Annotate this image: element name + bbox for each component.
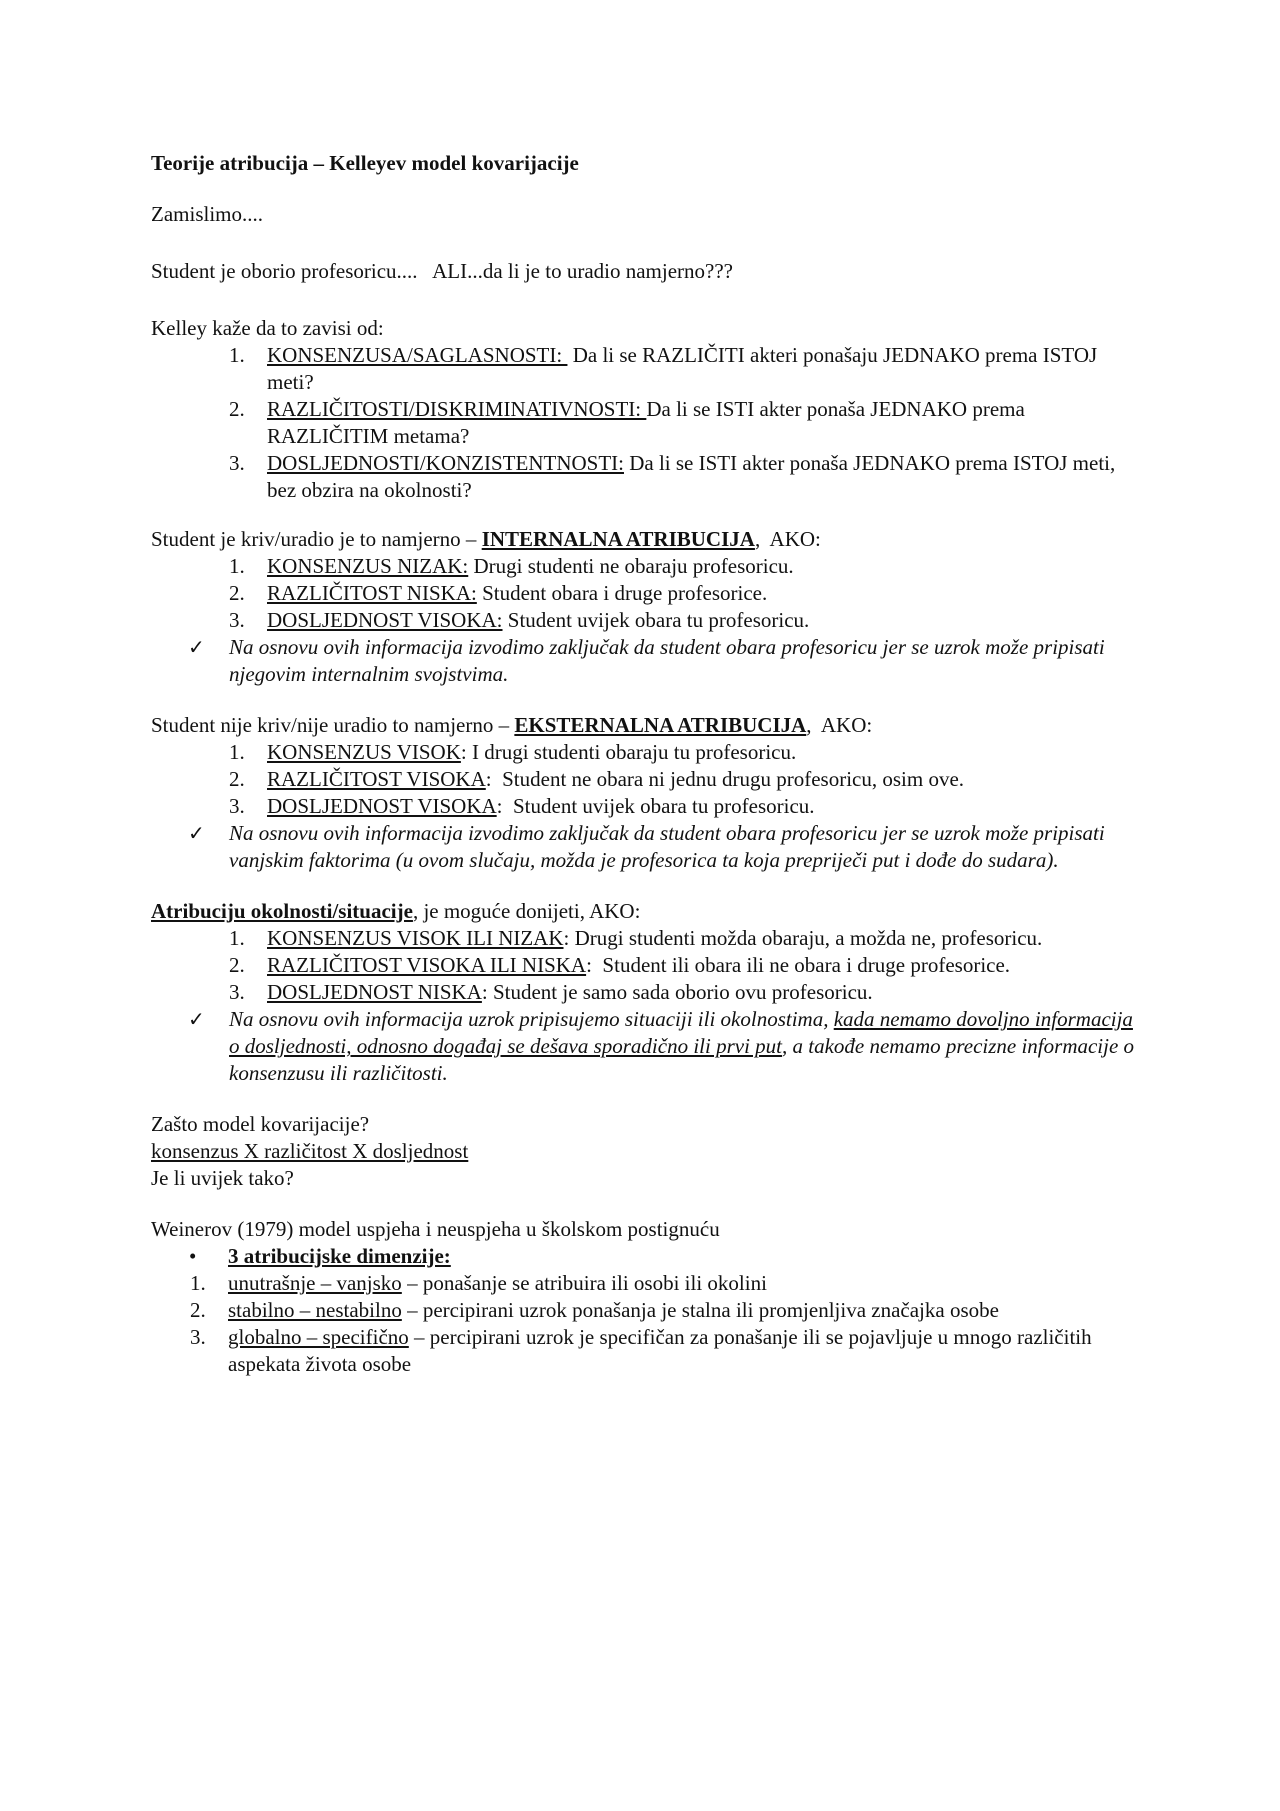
conclusion-text: Na osnovu ovih informacija izvodimo zaključak da student obara profesoricu jer se uzrok može pripisati vanjskim faktorima (u ovom slučaju, možda je profesorica ta koja prepriječi put i dođe do sudara).: [229, 821, 1105, 872]
list-item: [151, 580, 1141, 607]
list-item: [151, 925, 1141, 952]
internal-conclusion: [151, 634, 1141, 688]
item-number: 2.: [229, 953, 245, 977]
item-number: 2.: [190, 1298, 206, 1322]
item-number: 3.: [229, 608, 245, 632]
weiner-dimensions-heading: [151, 1243, 1141, 1270]
external-conclusion: [151, 820, 1141, 874]
list-item: [151, 342, 1141, 396]
item-number: 2.: [229, 767, 245, 791]
item-text: Da li se RAZLIČITI akteri ponašaju JEDNAKO prema ISTOJ meti?: [267, 343, 1098, 394]
item-term: globalno – specifično: [228, 1325, 409, 1349]
item-text: Drugi studenti ne obaraju profesoricu.: [468, 554, 794, 578]
kelley-list: [151, 342, 1141, 504]
internal-list: [151, 553, 1141, 634]
item-text: Da li se ISTI akter ponaša JEDNAKO prema ISTOJ meti, bez obzira na okolnosti?: [267, 451, 1116, 502]
item-term: KONSENZUS VISOK ILI NIZAK: [267, 926, 564, 950]
why-question: Zašto model kovarijacije?: [151, 1112, 370, 1136]
internal-attribution-term: INTERNALNA ATRIBUCIJA: [481, 527, 755, 551]
conclusion-text: Na osnovu ovih informacija izvodimo zaključak da student obara profesoricu jer se uzrok može pripisati njegovim internalnim svojstvima.: [229, 635, 1105, 686]
item-number: 3.: [229, 451, 245, 475]
scenario-part-b: ALI...da li je to uradio namjerno???: [432, 259, 734, 283]
external-attribution-term: EKSTERNALNA ATRIBUCIJA: [514, 713, 807, 737]
kelley-lead: Kelley kaže da to zavisi od:: [151, 316, 384, 340]
list-item: [151, 1270, 1141, 1297]
item-number: 3.: [229, 794, 245, 818]
list-item: [151, 553, 1141, 580]
item-number: 2.: [229, 397, 245, 421]
situation-conclusion: [151, 1006, 1141, 1087]
item-text: : Student ne obara ni jednu drugu profesoricu, osim ove.: [485, 767, 965, 791]
item-number: 1.: [229, 554, 245, 578]
item-text: : Student ili obara ili ne obara i druge profesorice.: [586, 953, 1011, 977]
item-term: RAZLIČITOST VISOKA ILI NISKA: [267, 953, 587, 977]
heading-text: 3 atribucijske dimenzije:: [228, 1244, 451, 1268]
lead-text: , je moguće donijeti, AKO:: [412, 899, 641, 923]
list-item: [151, 739, 1141, 766]
internal-lead: [151, 526, 1141, 553]
item-term: unutrašnje – vanjsko: [228, 1271, 402, 1295]
item-term: RAZLIČITOST NISKA:: [267, 581, 477, 605]
list-item: [151, 793, 1141, 820]
item-text: Student obara i druge profesorice.: [476, 581, 768, 605]
scenario-part-a: Student je oborio profesoricu....: [151, 259, 433, 283]
intro-scenario: [151, 258, 1141, 285]
item-text: – percipirani uzrok ponašanja je stalna ili promjenljiva značajka osobe: [401, 1298, 999, 1322]
list-item: [151, 766, 1141, 793]
item-text: Da li se ISTI akter ponaša JEDNAKO prema RAZLIČITIM metama?: [267, 397, 1025, 448]
item-text: – percipirani uzrok je specifičan za ponašanje ili se pojavljuje u mnogo različitih aspekata života osobe: [228, 1325, 1092, 1376]
checkmark-icon: ✓: [188, 635, 205, 659]
intro-imagine: Zamislimo....: [151, 202, 263, 226]
lead-text: Student je kriv/uradio je to namjerno –: [151, 527, 482, 551]
list-item: [151, 450, 1141, 504]
item-term: KONSENZUS NIZAK:: [267, 554, 469, 578]
lead-text: Student nije kriv/nije uradio to namjerno –: [151, 713, 515, 737]
item-term: DOSLJEDNOST VISOKA: [267, 794, 497, 818]
list-item: [151, 607, 1141, 634]
item-term: stabilno – nestabilno: [228, 1298, 402, 1322]
weiner-lead: Weinerov (1979) model uspjeha i neuspjeha u školskom postignuću: [151, 1217, 720, 1241]
item-text: : Student uvijek obara tu profesoricu.: [496, 794, 815, 818]
situation-attribution-term: Atribuciju okolnosti/situacije: [151, 899, 413, 923]
list-item: [151, 396, 1141, 450]
list-item: [151, 1324, 1141, 1378]
document-title: Teorije atribucija – Kelleyev model kovarijacije: [151, 151, 579, 175]
external-list: [151, 739, 1141, 820]
item-term: DOSLJEDNOSTI/KONZISTENTNOSTI:: [267, 451, 624, 475]
external-lead: [151, 712, 1141, 739]
situation-list: [151, 925, 1141, 1006]
situation-lead: [151, 898, 1141, 925]
checkmark-icon: ✓: [188, 821, 205, 845]
item-term: RAZLIČITOST VISOKA: [267, 767, 486, 791]
item-text: – ponašanje se atribuira ili osobi ili okolini: [401, 1271, 767, 1295]
item-text: Student uvijek obara tu profesoricu.: [502, 608, 810, 632]
item-number: 3.: [229, 980, 245, 1004]
item-number: 1.: [229, 926, 245, 950]
conclusion-text-b: , a takođe nemamo precizne informacije o konsenzusu ili različitosti.: [229, 1034, 1135, 1085]
list-item: [151, 952, 1141, 979]
item-text: : Drugi studenti možda obaraju, a možda ne, profesoricu.: [563, 926, 1043, 950]
item-text: : Student je samo sada oborio ovu profesoricu.: [481, 980, 873, 1004]
lead-text: , AKO:: [806, 713, 873, 737]
item-number: 1.: [190, 1271, 206, 1295]
item-term: KONSENZUSA/SAGLASNOSTI:: [267, 343, 568, 367]
list-item: [151, 979, 1141, 1006]
item-term: KONSENZUS VISOK: [267, 740, 461, 764]
conclusion-text-a: Na osnovu ovih informacija uzrok pripisujemo situaciji ili okolnostima,: [229, 1007, 834, 1031]
document-body: [151, 150, 1141, 1378]
item-term: RAZLIČITOSTI/DISKRIMINATIVNOSTI:: [267, 397, 647, 421]
weiner-list: [151, 1270, 1141, 1378]
item-term: DOSLJEDNOST NISKA: [267, 980, 482, 1004]
item-number: 2.: [229, 581, 245, 605]
covariation-formula: konsenzus X različitost X dosljednost: [151, 1139, 469, 1163]
conclusion-text-underlined: kada nemamo dovoljno informacija o dosljednosti, odnosno događaj se dešava sporadično ili prvi put: [229, 1007, 1133, 1058]
always-question: Je li uvijek tako?: [151, 1166, 294, 1190]
lead-text: , AKO:: [754, 527, 821, 551]
item-number: 1.: [229, 343, 245, 367]
list-item: [151, 1297, 1141, 1324]
item-number: 1.: [229, 740, 245, 764]
item-text: : I drugi studenti obaraju tu profesoricu.: [460, 740, 797, 764]
item-number: 3.: [190, 1325, 206, 1349]
item-term: DOSLJEDNOST VISOKA:: [267, 608, 503, 632]
bullet-icon: •: [189, 1244, 197, 1268]
checkmark-icon: ✓: [188, 1007, 205, 1031]
